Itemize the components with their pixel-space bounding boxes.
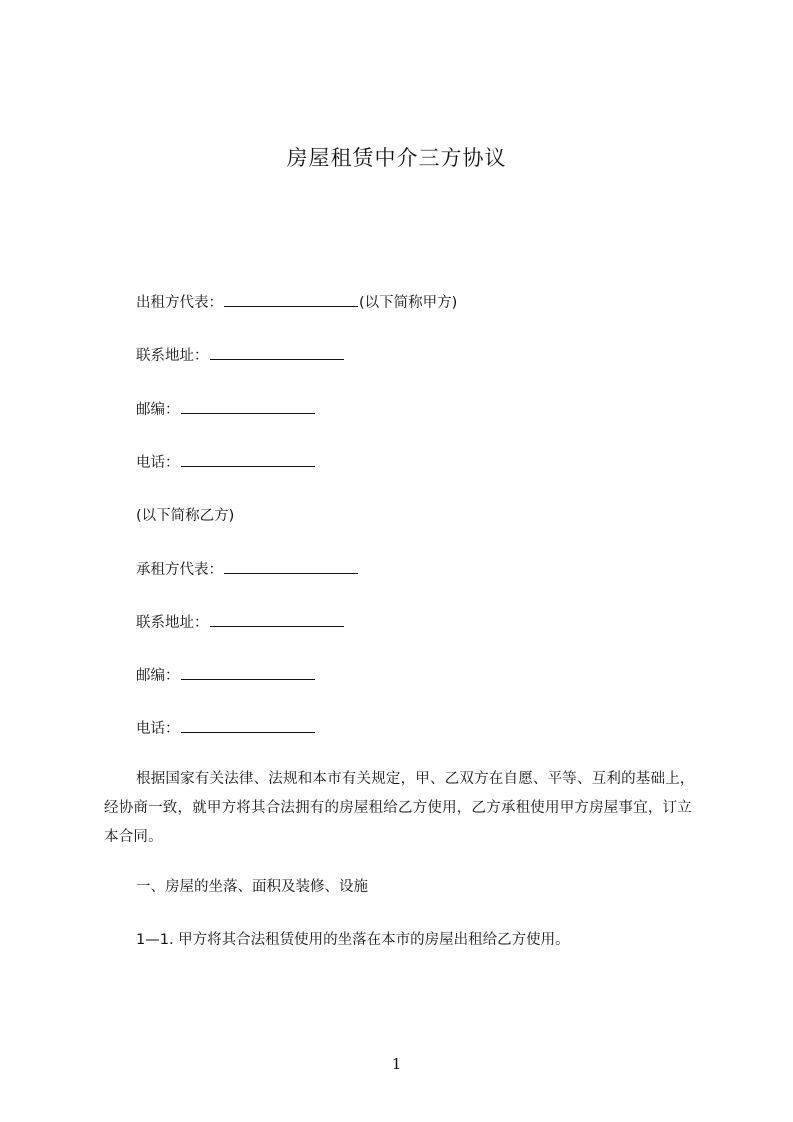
- party-b-phone-line: [136, 718, 316, 739]
- party-b-rep-label: 承租方代表：: [136, 562, 223, 578]
- party-a-rep-label: 出租方代表：: [136, 295, 223, 311]
- party-b-postcode-blank[interactable]: [181, 665, 315, 680]
- party-b-representative-line: [136, 559, 359, 580]
- party-b-rep-blank[interactable]: [224, 559, 358, 574]
- party-a-phone-label: 电话：: [136, 455, 180, 471]
- party-a-address-line: [136, 345, 345, 366]
- party-a-rep-suffix: (以下简称甲方): [359, 295, 458, 311]
- party-b-postcode-line: [136, 665, 316, 686]
- party-a-address-blank[interactable]: [210, 345, 344, 360]
- party-b-address-blank[interactable]: [210, 612, 344, 627]
- party-a-phone-line: [136, 452, 316, 473]
- party-a-postcode-blank[interactable]: [181, 399, 315, 414]
- document-title: 房屋租赁中介三方协议: [286, 146, 507, 170]
- clause-1-1: 1—1. 甲方将其合法租赁使用的坐落在本市的房屋出租给乙方使用。: [136, 932, 570, 948]
- party-a-rep-blank[interactable]: [224, 292, 358, 307]
- party-a-representative-line: [136, 292, 457, 313]
- party-b-postcode-label: 邮编：: [136, 668, 180, 684]
- party-b-phone-blank[interactable]: [181, 718, 315, 733]
- party-a-address-label: 联系地址：: [136, 348, 209, 364]
- page-number: 1: [391, 1055, 402, 1073]
- party-b-address-line: [136, 612, 345, 633]
- preamble-paragraph: 根据国家有关法律、法规和本市有关规定，甲、乙双方在自愿、平等、互利的基础上，经协商一致，就甲方将其合法拥有的房屋租给乙方使用，乙方承租使用甲方房屋事宜，订立本合同。: [104, 771, 695, 845]
- party-a-postcode-line: [136, 399, 316, 420]
- party-b-phone-label: 电话：: [136, 721, 180, 737]
- party-b-heading: (以下简称乙方): [136, 508, 235, 524]
- section-1-heading: 一、房屋的坐落、面积及装修、设施: [136, 879, 368, 895]
- party-a-postcode-label: 邮编：: [136, 402, 180, 418]
- party-a-phone-blank[interactable]: [181, 452, 315, 467]
- party-b-address-label: 联系地址：: [136, 615, 209, 631]
